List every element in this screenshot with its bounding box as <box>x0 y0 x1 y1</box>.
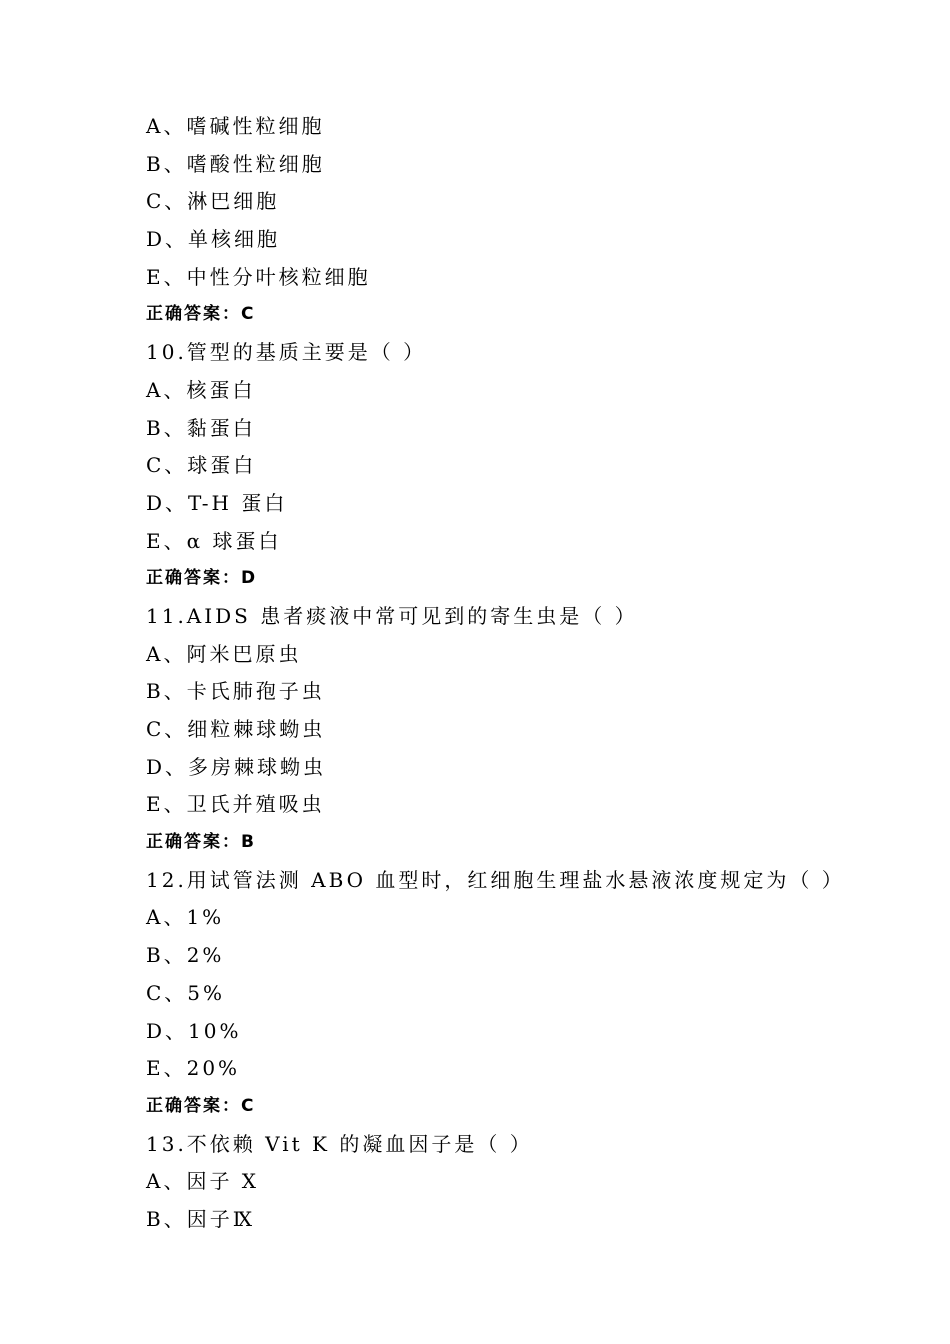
q12-answer <box>146 1088 906 1126</box>
document-page <box>146 108 906 1239</box>
q11-option-c: C、细粒棘球蚴虫 <box>146 717 326 741</box>
answer-label: 正确答案： <box>146 832 241 853</box>
q9-option-d: D、单核细胞 <box>146 227 281 252</box>
q10-option-a: A、核蛋白 <box>146 377 256 402</box>
q10-option-c: C、球蛋白 <box>146 453 257 478</box>
q10-option-d: D、T-H 蛋白 <box>146 490 288 515</box>
q11-answer <box>146 824 906 862</box>
q13-option-a: A、因子 X <box>146 1169 260 1194</box>
q10-question: 10.管型的基质主要是（ ） <box>146 340 427 365</box>
q11-option-e: E、卫氏并殖吸虫 <box>146 792 325 817</box>
q12-option-b: B、2% <box>146 943 225 968</box>
answer-value: C <box>241 304 254 325</box>
q9-option-a: A、嗜碱性粒细胞 <box>146 114 325 138</box>
q11-option-a: A、阿米巴原虫 <box>146 641 302 666</box>
q9-option-e: E、中性分叶核粒细胞 <box>146 264 371 289</box>
q11-option-b: B、卡氏肺孢子虫 <box>146 679 325 704</box>
q10-option-e: E、α 球蛋白 <box>146 528 282 553</box>
q11-option-d: D、多房棘球蚴虫 <box>146 754 327 779</box>
q11-question: 11.AIDS 患者痰液中常可见到的寄生虫是（ ） <box>146 603 638 628</box>
answer-label: 正确答案： <box>146 304 241 325</box>
answer-value: C <box>241 1095 254 1116</box>
q13-option-b: B、因子Ⅸ <box>146 1206 255 1231</box>
answer-label: 正确答案： <box>146 568 241 589</box>
q9-option-b: B、嗜酸性粒细胞 <box>146 151 325 176</box>
q12-option-e: E、20% <box>146 1056 241 1081</box>
q12-option-d: D、10% <box>146 1018 242 1043</box>
q9-option-c: C、淋巴细胞 <box>146 189 280 214</box>
q12-question: 12.用试管法测 ABO 血型时，红细胞生理盐水悬液浓度规定为（ ） <box>146 867 845 892</box>
q9-answer <box>146 296 906 334</box>
answer-label: 正确答案： <box>146 1095 241 1116</box>
q10-answer <box>146 560 906 598</box>
q13-question: 13.不依赖 Vit K 的凝血因子是（ ） <box>146 1131 533 1156</box>
q12-option-c: C、5% <box>146 980 226 1005</box>
answer-value: B <box>241 832 254 853</box>
answer-value: D <box>241 568 256 589</box>
q12-option-a: A、1% <box>146 905 225 930</box>
q10-option-b: B、黏蛋白 <box>146 415 256 440</box>
